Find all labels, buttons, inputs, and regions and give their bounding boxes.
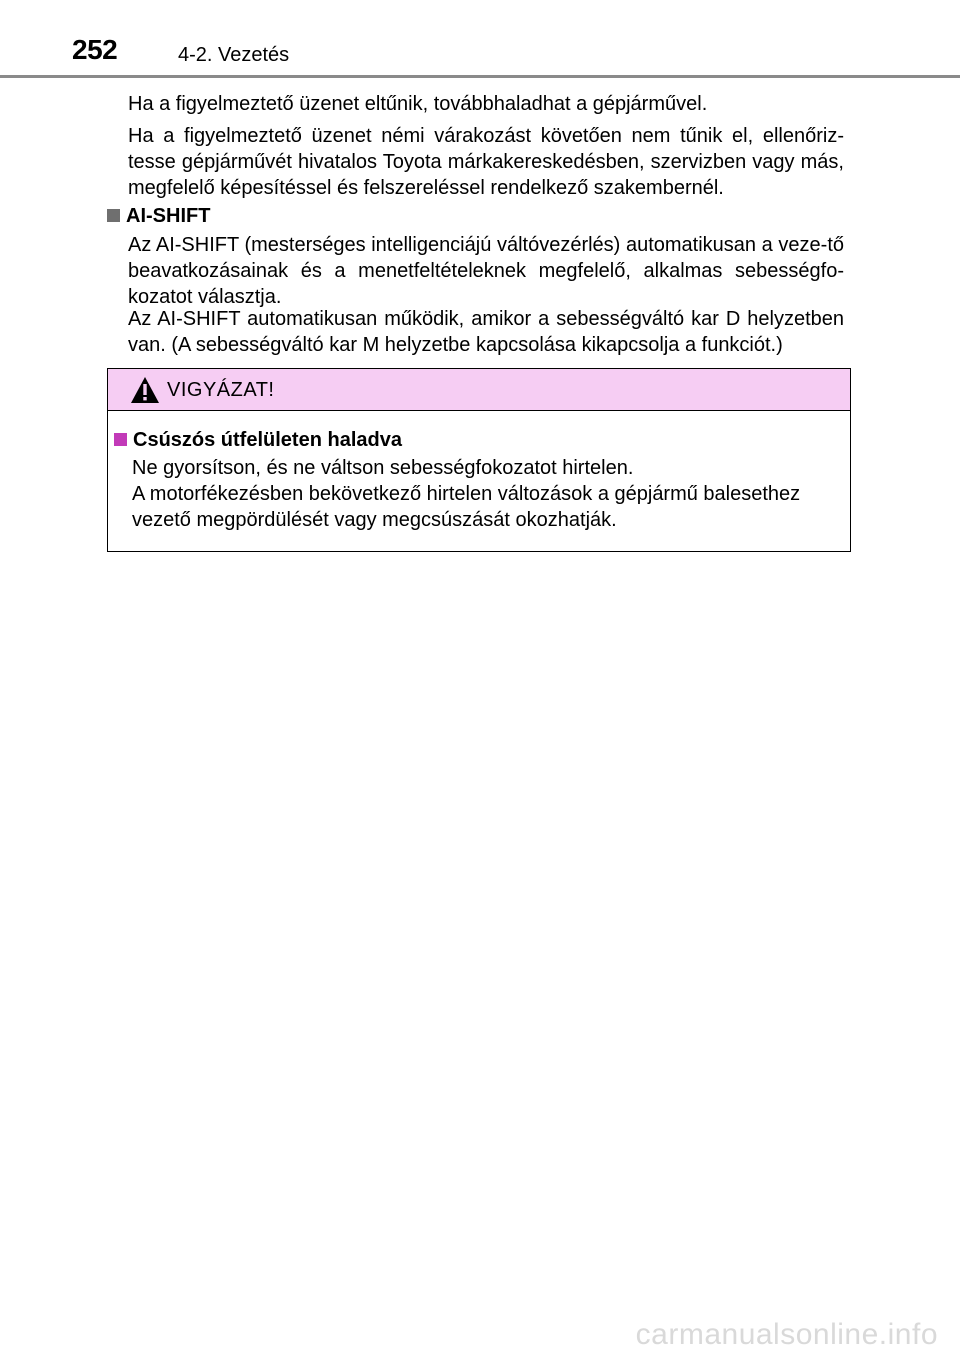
- header-divider: [0, 75, 960, 78]
- caution-line-1: Ne gyorsítson, és ne váltson sebességfokozatot hirtelen.: [132, 457, 634, 479]
- ai-shift-heading-label: AI-SHIFT: [126, 205, 211, 227]
- square-bullet-icon: [114, 433, 127, 446]
- caution-header: [108, 369, 850, 411]
- caution-text: [132, 455, 844, 533]
- warning-triangle-icon: [130, 376, 160, 404]
- ai-shift-heading: [107, 203, 210, 229]
- paragraph-warning-persists: Ha a figyelmeztető üzenet némi várakozást követően nem tűnik el, ellenőriz-tesse gépjárművét hivatalos Toyota márkakereskedésben, szervizben vagy más, megfelelő képesítéssel és felszereléssel rendelkező szakembernél.: [128, 125, 844, 199]
- caution-title: VIGYÁZAT!: [167, 379, 275, 401]
- caution-subheading-label: Csúszós útfelületen haladva: [133, 429, 402, 451]
- paragraph-ai-shift-description: Az AI-SHIFT (mesterséges intelligenciájú váltóvezérlés) automatikusan a veze-tő beavatkozásainak és a menetfeltételeknek megfelelő, alkalmas sebességfo-kozatot választja.: [128, 234, 844, 308]
- page-header: [0, 0, 960, 80]
- watermark: carmanualsonline.info: [635, 1318, 938, 1351]
- caution-line-2: A motorfékezésben bekövetkező hirtelen változások a gépjármű balesethez vezető megpördülését vagy megcsúszását okozhatják.: [132, 483, 801, 531]
- section-title: 4-2. Vezetés: [178, 44, 290, 66]
- paragraph-warning-disappears: Ha a figyelmeztető üzenet eltűnik, továbbhaladhat a gépjárművel.: [128, 93, 708, 115]
- caution-subheading: [114, 427, 402, 453]
- caution-box: [107, 368, 851, 552]
- square-bullet-icon: [107, 209, 120, 222]
- paragraph-ai-shift-operation: Az AI-SHIFT automatikusan működik, amikor a sebességváltó kar D helyzetben van. (A sebességváltó kar M helyzetbe kapcsolása kikapcsolja a funkciót.): [128, 308, 844, 356]
- page-number: 252: [72, 34, 118, 65]
